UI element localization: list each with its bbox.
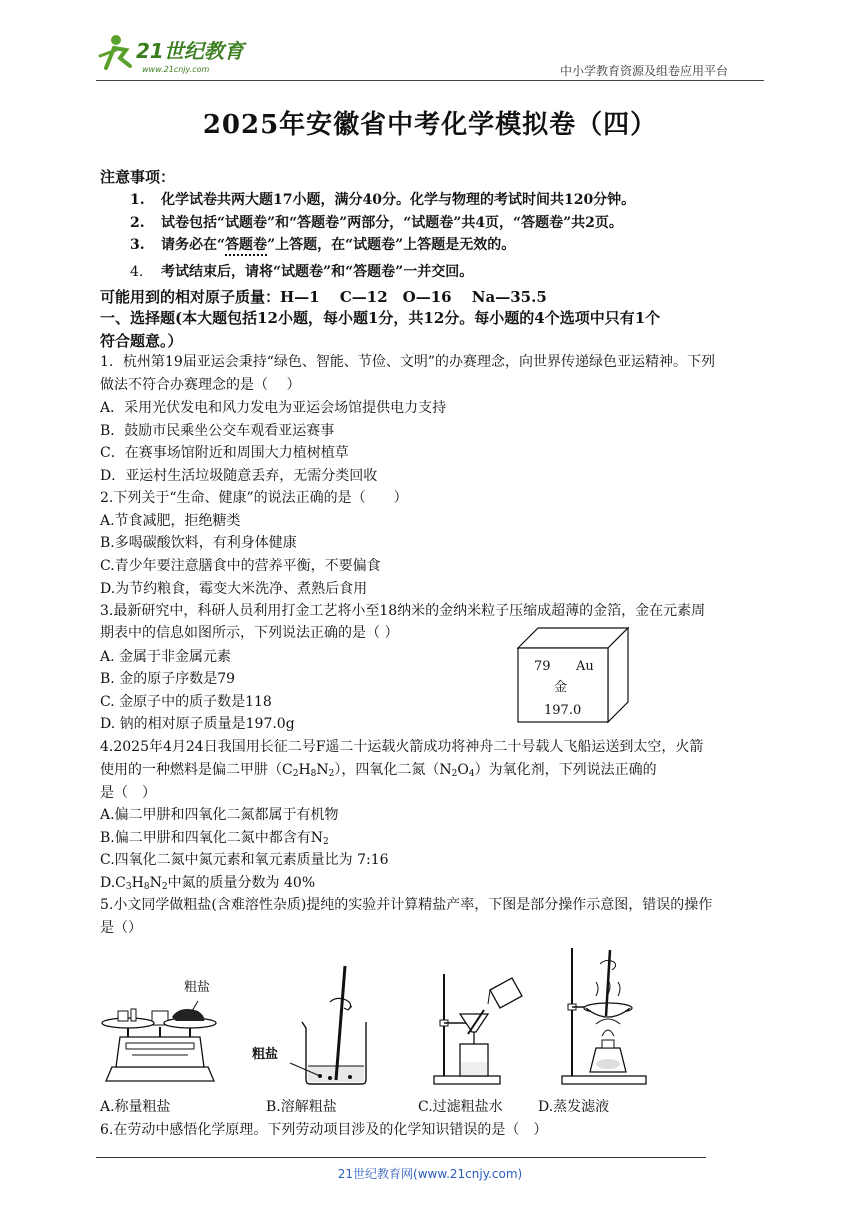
q3-stem-1: 3.最新研究中，科研人员利用打金工艺将小至18纳米的金纳米粒子压缩成超薄的金箔，金在元素周	[100, 603, 706, 619]
q4-option-d-a: D.C	[100, 875, 126, 891]
gold-element-card	[516, 626, 630, 724]
section1-line1: 一、选择题(本大题包括12小题，每小题1分，共12分。每小题的4个选项中只有1个	[100, 309, 661, 327]
note-2-text: 试卷包括“试题卷”和“答题卷”两部分，“试题卷”共4页，“答题卷”共2页。	[161, 215, 623, 231]
q2-option-a: A.节食减肥，拒绝糖类	[100, 513, 241, 529]
q4-stem-2c: ）为氧化剂，下列说法正确的	[474, 762, 657, 778]
q5-stem-2: 是（）	[100, 920, 142, 936]
q5-option-c: C.过滤粗盐水	[418, 1099, 503, 1115]
q4-option-d: $D.C_3H_8N_2$中氮的质量分数为 40%	[100, 875, 316, 892]
element-symbol: Au	[576, 659, 594, 674]
q3-stem-2: 期表中的信息如图所示，下列说法正确的是（ ）	[100, 625, 399, 641]
q4-option-b-text: B.偏二甲肼和四氧化二氮中都含有N	[100, 830, 323, 846]
note-3-emphasis: 答题卷	[225, 237, 267, 256]
q3-option-b: B. 金的原子序数是79	[100, 671, 236, 687]
q4-stem-2b: ），四氧化二氮（N	[334, 762, 452, 778]
q4-option-c: C.四氧化二氮中氮元素和氧元素质量比为 7:16	[100, 852, 389, 868]
q3-option-c: C. 金原子中的质子数是118	[100, 694, 272, 710]
site-logo	[96, 28, 256, 80]
note-3-text	[161, 236, 515, 254]
element-number: 79	[534, 659, 551, 674]
q4-stem-1: 4.2025年4月24日我国用长征二号F遥二十运载火箭成功将神舟二十号载人飞船运送到太空，火箭	[100, 739, 704, 755]
q5-stem-1: 5.小文同学做粗盐(含难溶性杂质)提纯的实验并计算精盐产率，下图是部分操作示意图，错误的操作	[100, 897, 713, 913]
q1-option-a: A．采用光伏发电和风力发电为亚运会场馆提供电力支持	[100, 400, 447, 416]
salt-label-2: 粗盐	[252, 1047, 279, 1062]
q2-stem: 2.下列关于“生命、健康”的说法正确的是（ ）	[100, 490, 408, 506]
atomic-masses: 可能用到的相对原子质量：H—1 C—12 O—16 Na—35.5	[100, 288, 547, 306]
q5-option-b: B.溶解粗盐	[266, 1099, 337, 1115]
q3-option-d: D. 钠的相对原子质量是197.0g	[100, 716, 295, 732]
q2-option-b: B.多喝碳酸饮料，有利身体健康	[100, 535, 297, 551]
note-3-text-a: 请务必在“	[161, 237, 226, 253]
note-1-num: 1.	[130, 192, 145, 208]
q4-option-b: B.偏二甲肼和四氧化二氮中都含有$N_2$	[100, 830, 329, 847]
note-3-num: 3.	[130, 237, 145, 253]
q2-option-c: C.青少年要注意膳食中的营养平衡，不要偏食	[100, 558, 381, 574]
q1-option-b: B．鼓励市民乘坐公交车观看亚运赛事	[100, 423, 335, 439]
beaker-figure	[250, 960, 370, 1090]
logo-text: 21世纪教育	[136, 39, 244, 63]
element-mass: 197.0	[544, 703, 582, 718]
q5-option-a: A.称量粗盐	[100, 1099, 171, 1115]
q1-option-c: C．在赛事场馆附近和周围大力植树植草	[100, 445, 349, 461]
q4-option-a: A.偏二甲肼和四氧化二氮都属于有机物	[100, 807, 339, 823]
note-4-text: 考试结束后，请将“试题卷”和“答题卷”一并交回。	[161, 264, 474, 280]
footer-divider	[96, 1157, 706, 1158]
q1-option-d: D．亚运村生活垃圾随意丢弃，无需分类回收	[100, 468, 378, 484]
q1-stem-1: 1．杭州第19届亚运会秉持“绿色、智能、节俭、文明”的办赛理念，向世界传递绿色亚运精神。下列	[100, 354, 716, 370]
q4-stem-2a: 使用的一种燃料是偏二甲肼（C	[100, 762, 293, 778]
note-4-num: 4.	[130, 264, 144, 280]
notes-heading: 注意事项：	[100, 168, 176, 186]
section1-line2: 符合题意。）	[100, 332, 183, 350]
footer-link[interactable]: 21世纪教育网(www.21cnjy.com)	[337, 1167, 523, 1181]
q6-stem: 6.在劳动中感悟化学原理。下列劳动项目涉及的化学知识错误的是（ ）	[100, 1122, 548, 1138]
q5-option-d: D.蒸发滤液	[538, 1099, 610, 1115]
q1-stem-2: 做法不符合办赛理念的是（ ）	[100, 377, 301, 393]
q4-stem-3: 是（ ）	[100, 785, 156, 801]
evaporation-figure	[556, 944, 656, 1090]
filtration-figure	[430, 970, 530, 1088]
balance-figure	[98, 975, 222, 1087]
q4-option-d-b: 中氮的质量分数为 40%	[167, 875, 316, 891]
header-divider	[96, 80, 764, 81]
salt-label-1: 粗盐	[184, 980, 211, 995]
note-3-text-b: ”上答题，在“试题卷”上答题是无效的。	[267, 237, 516, 253]
note-2-num: 2.	[130, 215, 145, 231]
header-platform-text: 中小学教育资源及组卷应用平台	[560, 64, 729, 78]
element-name: 金	[554, 680, 568, 695]
page-title: 2025年安徽省中考化学模拟卷（四）	[202, 110, 658, 140]
q2-option-d: D.为节约粮食，霉变大米洗净、煮熟后食用	[100, 581, 368, 597]
note-1-text: 化学试卷共两大题17小题，满分40分。化学与物理的考试时间共120分钟。	[161, 192, 636, 208]
q4-stem-2: 使用的一种燃料是偏二甲肼$(C_2H_8N_2)$，四氧化二氮$(N_2O_4)$为氧化剂，下列说法正确的	[100, 762, 657, 779]
logo-url: www.21cnjy.com	[142, 65, 210, 74]
q3-option-a: A. 金属于非金属元素	[100, 649, 232, 665]
